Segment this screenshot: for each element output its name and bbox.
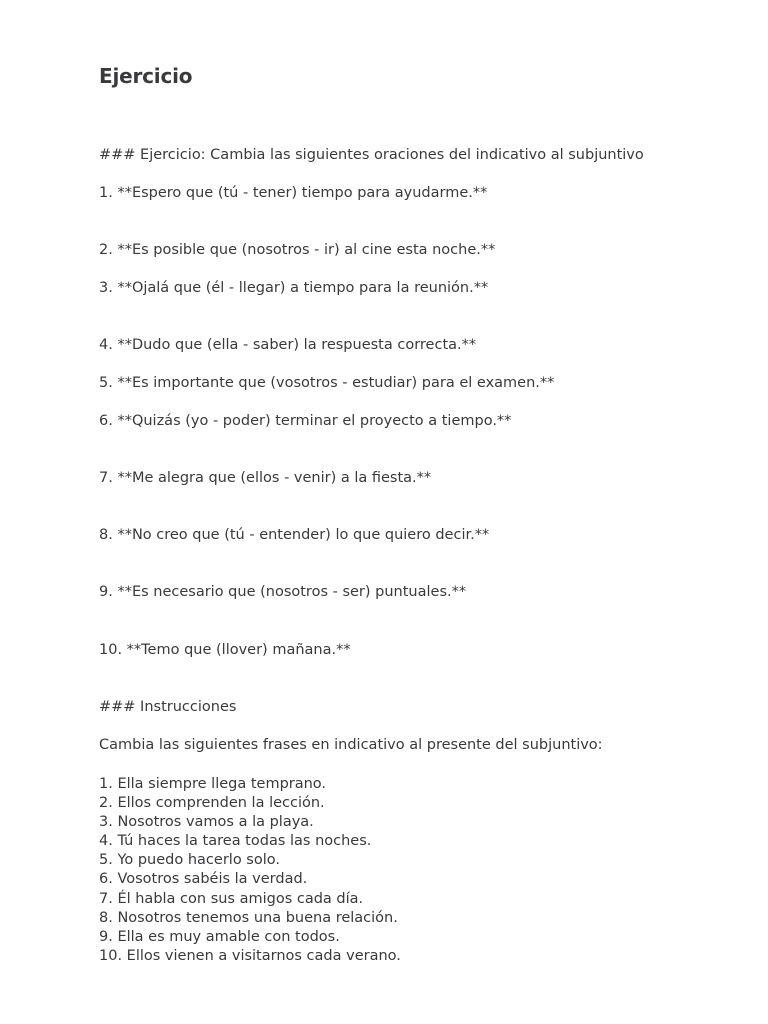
list-item: 6. Vosotros sabéis la verdad. — [99, 871, 308, 888]
list-item: 5. Yo puedo hacerlo solo. — [99, 852, 280, 869]
exercise-item: 6. **Quizás (yo - poder) terminar el proyecto a tiempo.** — [99, 413, 512, 429]
exercise-item: 8. **No creo que (tú - entender) lo que quiero decir.** — [99, 527, 490, 543]
list-item: 1. Ella siempre llega temprano. — [99, 776, 327, 792]
exercise-item: 3. **Ojalá que (él - llegar) a tiempo para la reunión.** — [99, 280, 489, 296]
page-title: Ejercicio — [99, 64, 193, 88]
exercise-item: 2. **Es posible que (nosotros - ir) al cine esta noche.** — [99, 242, 496, 258]
exercise-item: 9. **Es necesario que (nosotros - ser) puntuales.** — [99, 584, 467, 600]
list-item: 8. Nosotros tenemos una buena relación. — [99, 909, 398, 926]
instructions-text: Cambia las siguientes frases en indicativo al presente del subjuntivo: — [99, 737, 603, 753]
exercise-heading: ### Ejercicio: Cambia las siguientes oraciones del indicativo al subjuntivo — [99, 147, 644, 163]
list-item: 10. Ellos vienen a visitarnos cada verano. — [99, 947, 401, 964]
list-item: 7. Él habla con sus amigos cada día. — [99, 890, 364, 907]
list-item: 9. Ella es muy amable con todos. — [99, 928, 340, 945]
exercise-item: 5. **Es importante que (vosotros - estudiar) para el examen.** — [99, 375, 555, 391]
instructions-heading: ### Instrucciones — [99, 699, 237, 715]
exercise-item: 10. **Temo que (llover) mañana.** — [99, 642, 351, 658]
exercise-item: 4. **Dudo que (ella - saber) la respuesta correcta.** — [99, 337, 477, 353]
list-item: 3. Nosotros vamos a la playa. — [99, 814, 314, 831]
exercise-item: 7. **Me alegra que (ellos - venir) a la fiesta.** — [99, 470, 432, 486]
list-item: 2. Ellos comprenden la lección. — [99, 795, 325, 812]
sentence-list — [99, 775, 401, 966]
list-item: 4. Tú haces la tarea todas las noches. — [99, 833, 372, 850]
exercise-item: 1. **Espero que (tú - tener) tiempo para ayudarme.** — [99, 185, 488, 201]
